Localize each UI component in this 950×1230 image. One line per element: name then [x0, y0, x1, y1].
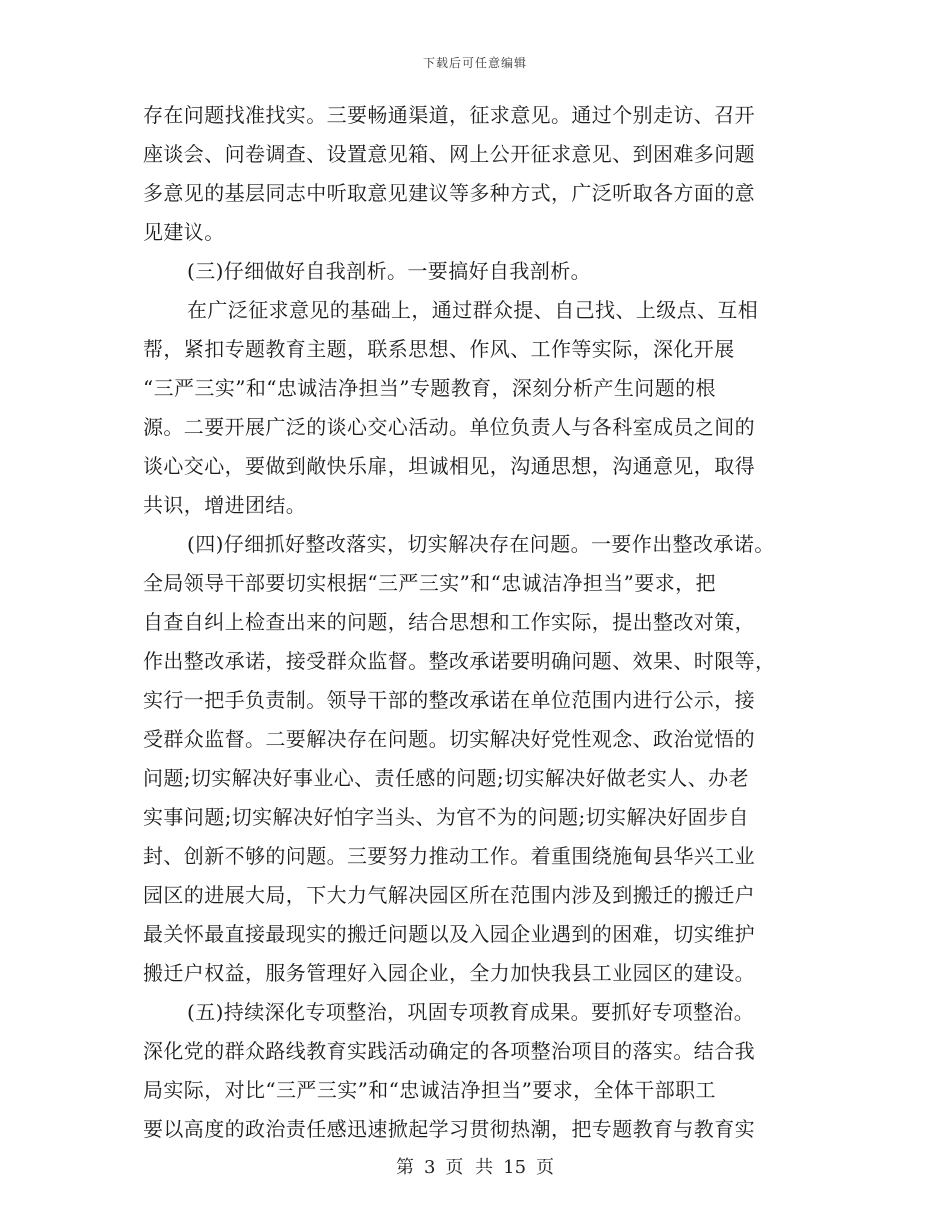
- text-line: 在广泛征求意见的基础上，通过群众提、自己找、上级点、互相: [187, 298, 759, 322]
- section-heading-5: (五)持续深化专项整治，巩固专项教育成果。要抓好专项整治。: [187, 1000, 755, 1024]
- text-line: 存在问题找准找实。三要畅通渠道，征求意见。通过个别走访、召开: [143, 103, 755, 127]
- text-line: 多意见的基层同志中听取意见建议等多种方式，广泛听取各方面的意: [143, 181, 755, 205]
- text-line: 园区的进展大局，下大力气解决园区所在范围内涉及到搬迁的搬迁户: [143, 883, 755, 907]
- text-line: 实事问题;切实解决好怕字当头、为官不为的问题;切实解决好固步自: [143, 805, 749, 829]
- text-line: 座谈会、问卷调查、设置意见箱、网上公开征求意见、到困难多问题: [143, 142, 755, 166]
- total-pages-number: 15: [503, 1157, 527, 1178]
- text-line: 实行一把手负责制。领导干部的整改承诺在单位范围内进行公示，接: [143, 688, 755, 712]
- text-line: 深化党的群众路线教育实践活动确定的各项整治项目的落实。结合我: [143, 1039, 755, 1063]
- section-heading-4: (四)仔细抓好整改落实，切实解决存在问题。一要作出整改承诺。: [187, 532, 775, 556]
- text-line: 作出整改承诺，接受群众监督。整改承诺要明确问题、效果、时限等，: [143, 649, 776, 673]
- page-label-prefix: 第: [395, 1157, 414, 1178]
- text-line: 源。二要开展广泛的谈心交心活动。单位负责人与各科室成员之间的: [143, 415, 755, 439]
- page-label-suffix: 页: [536, 1157, 555, 1178]
- section-heading-3: (三)仔细做好自我剖析。一要搞好自我剖析。: [187, 259, 592, 283]
- text-line: 最关怀最直接最现实的搬迁问题以及入园企业遇到的困难，切实维护: [143, 922, 755, 946]
- text-line: 见建议。: [143, 220, 225, 244]
- text-line: 要以高度的政治责任感迅速掀起学习贯彻热潮，把专题教育与教育实: [143, 1117, 755, 1141]
- text-line: 搬迁户权益，服务管理好入园企业，全力加快我县工业园区的建设。: [143, 961, 755, 985]
- text-line: 受群众监督。二要解决存在问题。切实解决好党性观念、政治觉悟的: [143, 727, 755, 751]
- text-line: 自查自纠上检查出来的问题，结合思想和工作实际，提出整改对策，: [143, 610, 755, 634]
- document-body: [143, 96, 823, 1149]
- text-line: “三严三实”和“忠诚洁净担当”专题教育，深刻分析产生问题的根: [143, 376, 716, 400]
- text-line: 全局领导干部要切实根据“三严三实”和“忠诚洁净担当”要求，把: [143, 571, 716, 595]
- page-label-middle: 页 共: [445, 1157, 494, 1178]
- text-line: 帮，紧扣专题教育主题，联系思想、作风、工作等实际，深化开展: [143, 337, 735, 361]
- text-line: 封、创新不够的问题。三要努力推动工作。着重围绕施甸县华兴工业: [143, 844, 755, 868]
- page-header: 下载后可任意编辑: [422, 56, 527, 70]
- text-line: 谈心交心，要做到敞快乐扉，坦诚相见，沟通思想，沟通意见，取得: [143, 454, 755, 478]
- page-footer: [0, 1153, 950, 1179]
- current-page-number: 3: [423, 1157, 436, 1178]
- text-line: 共识，增进团结。: [143, 493, 307, 517]
- text-line: 局实际，对比“三严三实”和“忠诚洁净担当”要求，全体干部职工: [143, 1078, 716, 1102]
- text-line: 问题;切实解决好事业心、责任感的问题;切实解决好做老实人、办老: [143, 766, 749, 790]
